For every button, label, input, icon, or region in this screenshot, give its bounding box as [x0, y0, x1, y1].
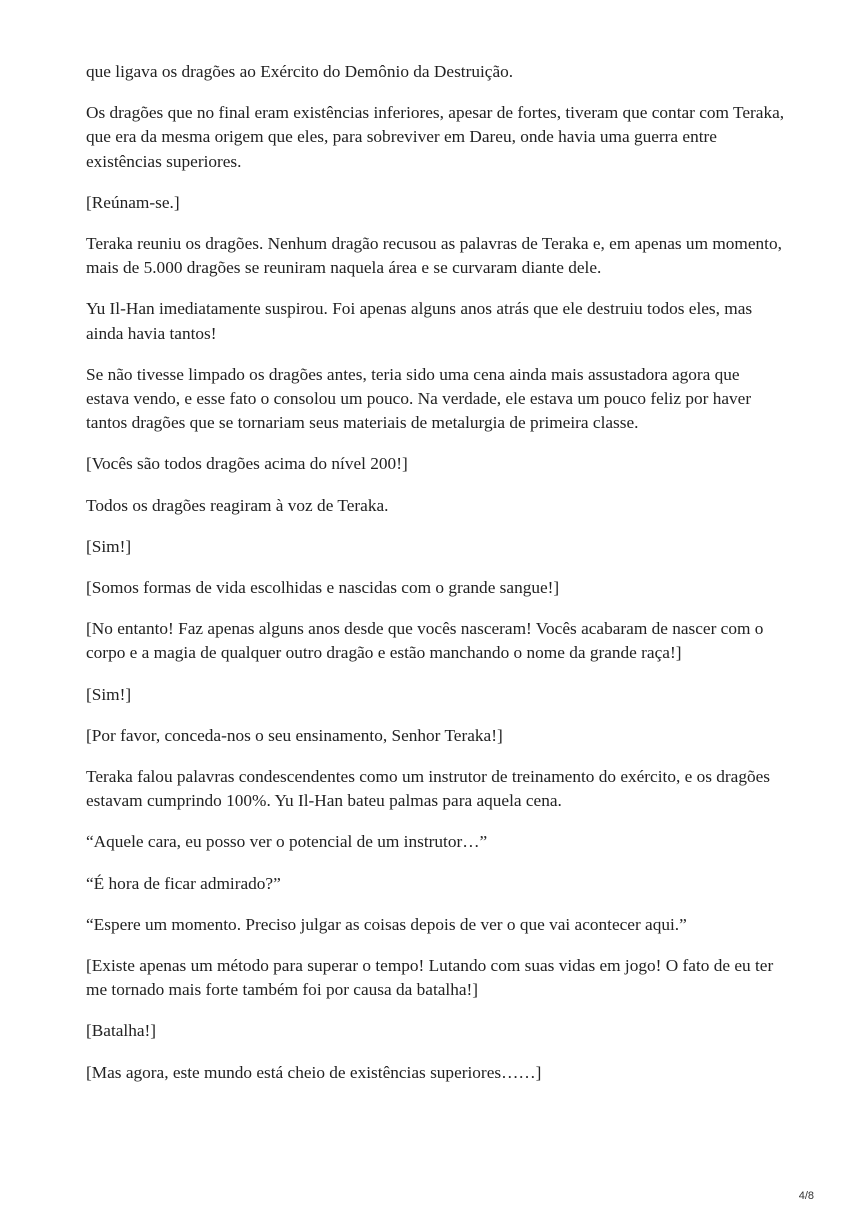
paragraph: Teraka reuniu os dragões. Nenhum dragão recusou as palavras de Teraka e, em apenas um momento, mais de 5.000 dragões se reuniram naquela área e se curvaram diante dele.	[86, 234, 782, 278]
paragraph: que ligava os dragões ao Exército do Demônio da Destruição.	[86, 62, 514, 81]
paragraph: “Aquele cara, eu posso ver o potencial de um instrutor…”	[86, 832, 488, 852]
paragraph: [Reúnam-se.]	[86, 192, 180, 212]
paragraph: Todos os dragões reagiram à voz de Teraka.	[86, 495, 389, 515]
paragraph: [Por favor, conceda-nos o seu ensinamento, Senhor Teraka!]	[86, 725, 503, 745]
paragraph: [Batalha!]	[86, 1021, 157, 1041]
paragraph: [Existe apenas um método para superar o tempo! Lutando com suas vidas em jogo! O fato de eu ter me tornado mais forte também foi por causa da batalha!]	[86, 956, 774, 1000]
paragraph: “É hora de ficar admirado?”	[86, 873, 281, 893]
paragraph: Os dragões que no final eram existências inferiores, apesar de fortes, tiveram que contar com Teraka, que era da mesma origem que eles, para sobreviver em Dareu, onde havia uma guerra entre existências superiores.	[86, 103, 785, 171]
page-number: 4/8	[798, 1190, 814, 1202]
paragraph: [Sim!]	[86, 684, 132, 704]
paragraph: Yu Il-Han imediatamente suspirou. Foi apenas alguns anos atrás que ele destruiu todos eles, mas ainda havia tantos!	[86, 299, 753, 343]
paragraph: [Vocês são todos dragões acima do nível 200!]	[86, 454, 408, 474]
paragraph: “Espere um momento. Preciso julgar as coisas depois de ver o que vai acontecer aqui.”	[86, 914, 687, 934]
paragraph: Se não tivesse limpado os dragões antes, teria sido uma cena ainda mais assustadora agora que estava vendo, e esse fato o consolou um pouco. Na verdade, ele estava um pouco feliz por haver tantos dragões que se tornariam seus materiais de metalurgia de primeira classe.	[86, 364, 752, 433]
paragraph: [No entanto! Faz apenas alguns anos desde que vocês nasceram! Vocês acabaram de nascer com o corpo e a magia de qualquer outro dragão e estão manchando o nome da grande raça!]	[86, 619, 764, 663]
paragraph: [Somos formas de vida escolhidas e nascidas com o grande sangue!]	[86, 578, 560, 598]
document-body	[86, 60, 786, 1102]
paragraph: [Mas agora, este mundo está cheio de existências superiores……]	[86, 1062, 542, 1082]
paragraph: [Sim!]	[86, 536, 132, 556]
paragraph: Teraka falou palavras condescendentes como um instrutor de treinamento do exército, e os dragões estavam cumprindo 100%. Yu Il-Han bateu palmas para aquela cena.	[86, 767, 771, 811]
